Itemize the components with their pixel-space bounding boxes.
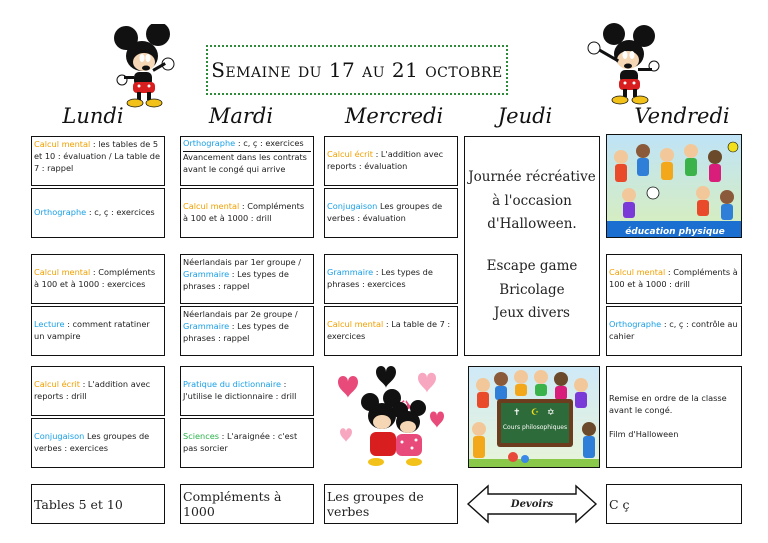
slot-text: Remise en ordre de la classe avant le congé. [609, 393, 727, 416]
day-header-jeudi: Jeudi [497, 104, 553, 128]
sports-illustration [607, 135, 742, 238]
slot-text: Les groupes de verbes : évaluation [327, 201, 443, 223]
slot-text: : J'utilise le dictionnaire : drill [183, 379, 297, 401]
mercredi-homework: Les groupes de verbes [324, 484, 458, 524]
subject-label: Calcul mental [183, 201, 240, 212]
lundi-slot-4 [31, 306, 165, 356]
philosophy-class-image [468, 366, 600, 468]
slot-text: Avancement dans les contrats avant le congé qui arrive [183, 151, 307, 174]
lundi-slot-6 [31, 418, 165, 468]
vendredi-homework: C ç [606, 484, 742, 524]
subject-label: Conjugaison [34, 431, 85, 442]
subject-label: Conjugaison [327, 201, 378, 212]
mercredi-slot-2 [324, 188, 458, 238]
lundi-slot-3 [31, 254, 165, 304]
slot-text: : Compléments à 100 et à 1000 : exercices [34, 267, 156, 289]
subject-label: Calcul mental [327, 319, 384, 330]
subject-label: Sciences [183, 431, 220, 442]
subject-label: Grammaire [183, 320, 230, 331]
lundi-slot-5 [31, 366, 165, 416]
day-header-lundi: Lundi [62, 104, 124, 128]
slot-text: : L'araignée : c'est pas sorcier [183, 431, 298, 453]
mercredi-slot-3 [324, 254, 458, 304]
mardi-slot-6 [180, 418, 314, 468]
subject-label: Lecture [34, 319, 65, 330]
slot-text: Néerlandais par 1er groupe / [183, 257, 301, 267]
jeudi-line: Jeux divers [494, 305, 570, 322]
day-header-vendredi: Vendredi [634, 104, 730, 128]
vendredi-slot-3 [606, 366, 742, 468]
page-title-text: Semaine du 17 au 21 octobre [211, 58, 503, 82]
slot-text: Les groupes de verbes : exercices [34, 431, 150, 453]
subject-label: Orthographe [609, 319, 662, 330]
mercredi-slot-4 [324, 306, 458, 356]
day-header-mercredi: Mercredi [344, 104, 444, 128]
philosophy-label: Cours philosophiques [502, 424, 568, 431]
slot-text: : c, ç : exercices [235, 138, 304, 148]
subject-label: Calcul écrit [34, 379, 80, 390]
subject-label: Pratique du dictionnaire [183, 379, 282, 390]
mardi-slot-2 [180, 188, 314, 238]
slot-text: : c, ç : contrôle au cahier [609, 319, 738, 341]
lundi-slot-2 [31, 188, 165, 238]
subject-label: Orthographe [34, 207, 87, 218]
physical-education-image [606, 134, 742, 238]
subject-label: Orthographe [183, 138, 236, 148]
vendredi-slot-1 [606, 254, 742, 304]
mercredi-slot-1 [324, 136, 458, 186]
day-header-mardi: Mardi [208, 104, 274, 128]
devoirs-label: Devoirs [510, 498, 554, 510]
subject-label: Grammaire [327, 267, 374, 278]
mickey-right-illustration [584, 22, 666, 108]
slot-text: : La table de 7 : exercices [327, 319, 451, 341]
slot-text: : Les types de phrases : exercices [327, 267, 433, 289]
jeudi-line: à l'occasion [492, 192, 572, 209]
subject-label: Calcul mental [34, 139, 91, 149]
mardi-slot-4 [180, 306, 314, 356]
jeudi-line: d'Halloween. [487, 216, 577, 233]
subject-label: Calcul écrit [327, 149, 373, 160]
subject-label: Calcul mental [609, 267, 666, 278]
subject-label: Calcul mental [34, 267, 91, 278]
slot-text: : L'addition avec reports : drill [34, 379, 151, 401]
lundi-slot-1 [31, 136, 165, 186]
slot-text: : comment ratatiner un vampire [34, 319, 150, 341]
slot-text: : Compléments à 100 et à 1000 : drill [183, 201, 305, 223]
slot-text: : Compléments à 100 et à 1000 : drill [609, 267, 738, 289]
mardi-slot-3 [180, 254, 314, 304]
jeudi-line: Bricolage [499, 281, 565, 298]
mardi-slot-5 [180, 366, 314, 416]
slot-text: : L'addition avec reports : évaluation [327, 149, 444, 171]
slot-text: Film d'Halloween [609, 428, 679, 439]
svg-text:☪: ☪ [531, 408, 540, 418]
svg-text:✝: ✝ [513, 408, 521, 418]
subject-label: Grammaire [183, 268, 230, 279]
mardi-homework: Compléments à 1000 [180, 484, 314, 524]
jeudi-line: Escape game [486, 258, 578, 274]
jeudi-line: Journée récréative [468, 169, 596, 186]
slot-text: Néerlandais par 2e groupe / [183, 309, 298, 319]
mardi-slot-1 [180, 136, 314, 186]
physical-education-label: éducation physique [625, 227, 725, 237]
devoirs-arrow [466, 484, 598, 524]
svg-text:✡: ✡ [547, 408, 555, 418]
page-title [206, 45, 508, 95]
lundi-homework: Tables 5 et 10 [31, 484, 165, 524]
vendredi-slot-2 [606, 306, 742, 356]
slot-text: : c, ç : exercices [86, 207, 155, 218]
mickey-left-illustration [108, 24, 190, 108]
slot-text: : Les types de phrases : rappel [183, 268, 289, 291]
jeudi-activity-box [464, 136, 600, 356]
mickey-minnie-illustration [330, 362, 452, 472]
philosophy-illustration [469, 367, 600, 468]
slot-text: : les tables de 5 et 10 : évaluation / La table de 7 : rappel [34, 139, 161, 173]
slot-text: : Les types de phrases : rappel [183, 320, 289, 343]
